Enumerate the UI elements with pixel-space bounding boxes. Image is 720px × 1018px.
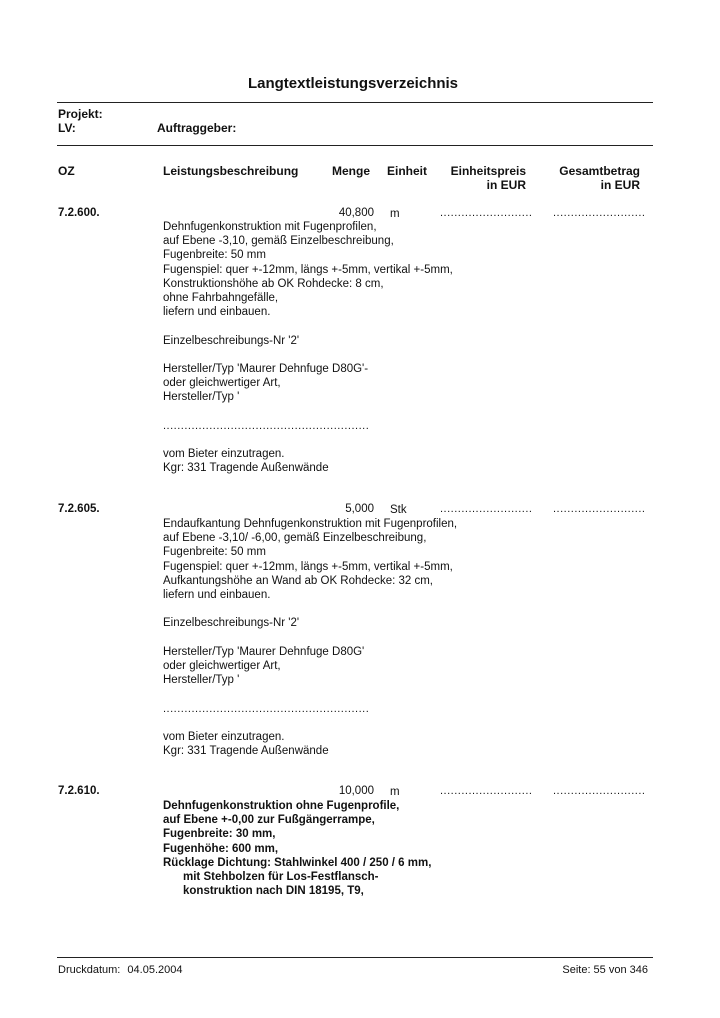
- item-gesamtbetrag-blank: ..........................: [553, 503, 646, 515]
- item-einheit: m: [390, 208, 400, 220]
- col-header-einheitspreis: [420, 164, 526, 192]
- desc-line: Endaufkantung Dehnfugenkonstruktion mit Fugenprofilen,: [163, 518, 458, 530]
- item-gesamtbetrag-blank: ..........................: [553, 785, 646, 797]
- col-header-oz: OZ: [58, 164, 75, 178]
- desc-line: Einzelbeschreibungs-Nr '2': [163, 617, 300, 630]
- item-description: [163, 220, 453, 476]
- hersteller-blank: ..........................................................: [163, 419, 370, 432]
- col-header-gesamtbetrag-line1: Gesamtbetrag: [559, 164, 640, 178]
- item-einheitspreis-blank: ..........................: [440, 207, 533, 219]
- druckdatum-value: 04.05.2004: [127, 964, 183, 976]
- item-einheitspreis-blank: ..........................: [440, 503, 533, 515]
- desc-gap: [163, 319, 453, 333]
- auftraggeber-label: Auftraggeber:: [157, 121, 237, 135]
- item-einheit: Stk: [390, 504, 407, 516]
- desc-line: Aufkantungshöhe an Wand ab OK Rohdecke: 32 cm,: [163, 574, 433, 587]
- desc-line: ohne Fahrbahngefälle,: [163, 292, 279, 305]
- item-gesamtbetrag-blank: ..........................: [553, 207, 646, 219]
- col-header-einheitspreis-line2: in EUR: [486, 178, 526, 192]
- desc-line: Einzelbeschreibungs-Nr '2': [163, 334, 300, 347]
- desc-line: Fugenhöhe: 600 mm,: [163, 842, 279, 855]
- desc-line: konstruktion nach DIN 18195, T9,: [183, 885, 364, 898]
- item-oz: 7.2.610.: [58, 785, 100, 797]
- desc-line: liefern und einbauen.: [163, 589, 271, 602]
- desc-line: Fugenspiel: quer +-12mm, längs +-5mm, vertikal +-5mm,: [163, 560, 453, 573]
- item-menge: 10,000: [338, 785, 374, 797]
- desc-line: vom Bieter einzutragen.: [163, 730, 285, 743]
- item-einheit: m: [390, 786, 400, 798]
- desc-line: Fugenbreite: 50 mm: [163, 546, 266, 559]
- desc-line: oder gleichwertiger Art,: [163, 377, 281, 390]
- col-header-beschreibung: Leistungsbeschreibung: [163, 164, 299, 178]
- title-rule: [57, 102, 653, 103]
- desc-line: Dehnfugenkonstruktion mit Fugenprofilen,: [163, 221, 377, 233]
- desc-line: Hersteller/Typ ': [163, 674, 240, 687]
- item-menge: 5,000: [345, 503, 374, 515]
- desc-line: Konstruktionshöhe ab OK Rohdecke: 8 cm,: [163, 277, 384, 290]
- item-description: [163, 799, 431, 898]
- desc-line: Fugenbreite: 50 mm: [163, 249, 266, 262]
- desc-gap: [163, 433, 453, 447]
- desc-line: auf Ebene +-0,00 zur Fußgängerrampe,: [163, 814, 375, 827]
- desc-line: Hersteller/Typ 'Maurer Dehnfuge D80G'-: [163, 363, 369, 375]
- desc-line: auf Ebene -3,10/ -6,00, gemäß Einzelbeschreibung,: [163, 532, 427, 545]
- desc-line: Hersteller/Typ ': [163, 391, 240, 404]
- desc-line: Rücklage Dichtung: Stahlwinkel 400 / 250 / 6 mm,: [163, 856, 432, 869]
- desc-gap: [163, 348, 453, 362]
- desc-gap: [163, 687, 457, 701]
- desc-line: oder gleichwertiger Art,: [163, 660, 281, 672]
- col-header-gesamtbetrag: [534, 164, 640, 192]
- item-menge: 40,800: [338, 207, 374, 219]
- desc-line: Kgr: 331 Tragende Außenwände: [163, 462, 329, 475]
- desc-gap: [163, 405, 453, 419]
- desc-line: mit Stehbolzen für Los-Festflansch-: [183, 871, 379, 884]
- meta-rule: [57, 145, 653, 146]
- item-description: [163, 517, 457, 758]
- lv-label: LV:: [58, 121, 76, 135]
- desc-line: auf Ebene -3,10, gemäß Einzelbeschreibung,: [163, 235, 394, 248]
- desc-gap: [163, 602, 457, 616]
- druckdatum-label: Druckdatum:: [58, 964, 121, 976]
- desc-line: vom Bieter einzutragen.: [163, 448, 285, 461]
- desc-line: Kgr: 331 Tragende Außenwände: [163, 745, 329, 758]
- desc-gap: [163, 631, 457, 645]
- desc-line: Hersteller/Typ 'Maurer Dehnfuge D80G': [163, 645, 365, 658]
- desc-line: Fugenspiel: quer +-12mm, längs +-5mm, vertikal +-5mm,: [163, 263, 453, 276]
- desc-line: Fugenbreite: 30 mm,: [163, 828, 276, 841]
- item-oz: 7.2.605.: [58, 503, 100, 515]
- col-header-einheitspreis-line1: Einheitspreis: [450, 164, 526, 178]
- desc-line: liefern und einbauen.: [163, 306, 271, 319]
- desc-line: Dehnfugenkonstruktion ohne Fugenprofile,: [163, 800, 400, 812]
- document-title: Langtextleistungsverzeichnis: [247, 75, 459, 92]
- projekt-label: Projekt:: [58, 107, 103, 121]
- druckdatum: [58, 964, 182, 976]
- desc-gap: [163, 716, 457, 730]
- col-header-einheit: Einheit: [387, 164, 428, 178]
- col-header-menge: Menge: [332, 164, 371, 178]
- hersteller-blank: ..........................................................: [163, 702, 370, 715]
- page-number: Seite: 55 von 346: [562, 964, 648, 976]
- item-oz: 7.2.600.: [58, 207, 100, 219]
- col-header-gesamtbetrag-line2: in EUR: [600, 178, 640, 192]
- item-einheitspreis-blank: ..........................: [440, 785, 533, 797]
- footer-rule: [57, 957, 653, 958]
